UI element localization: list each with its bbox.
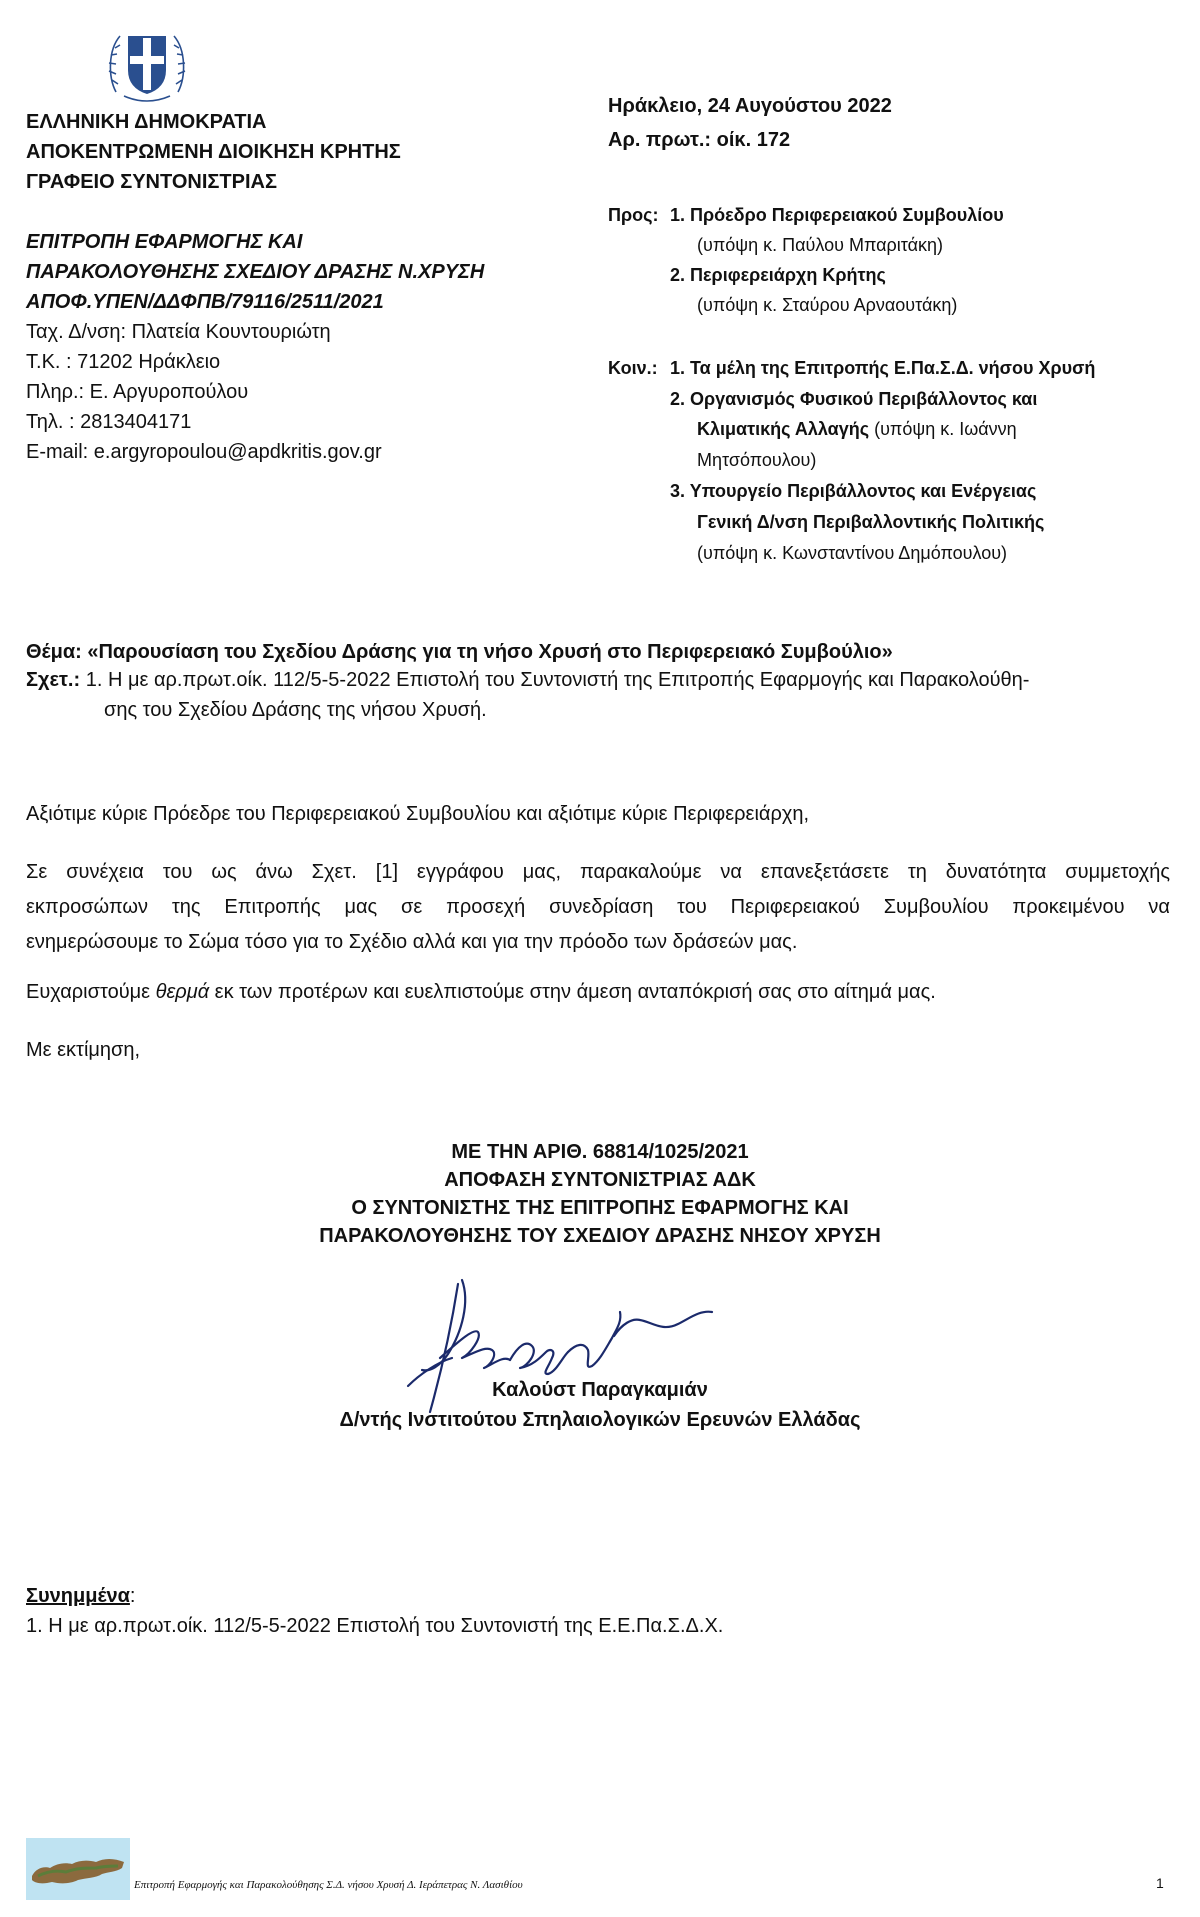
sender-postal: Τ.Κ. : 71202 Ηράκλειο (26, 351, 221, 373)
thanks-emphasis: θερμά (155, 981, 210, 1003)
thanks-paragraph (26, 982, 936, 1002)
recipient-1-attn: (υπόψη κ. Παύλου Μπαριτάκη) (697, 235, 944, 255)
reference-line (26, 670, 1029, 690)
reference-line-cont: σης του Σχεδίου Δράσης της νήσου Χρυσή. (104, 699, 487, 721)
signatory-name: Καλούστ Παραγκαμιάν (492, 1379, 708, 1401)
protocol-number: Αρ. πρωτ.: οίκ. 172 (608, 129, 791, 151)
signature-authority-line: ΜΕ ΤΗΝ ΑΡΙΘ. 68814/1025/2021 (451, 1141, 749, 1163)
recipient-2-attn: (υπόψη κ. Σταύρου Αρναουτάκη) (697, 295, 958, 315)
cc-recipient-1: 1. Τα μέλη της Επιτροπής Ε.Πα.Σ.Δ. νήσου Χρυσή (670, 358, 1096, 378)
subject-text: «Παρουσίαση του Σχεδίου Δράσης για τη νήσο Χρυσή στο Περιφερειακό Συμβούλιο» (87, 641, 893, 663)
cc-label: Κοιν.: (608, 358, 658, 378)
subject-label: Θέμα: (26, 641, 82, 663)
sender-org-line: ΕΛΛΗΝΙΚΗ ΔΗΜΟΚΡΑΤΙΑ (26, 111, 267, 133)
page-number: 1 (1156, 1875, 1164, 1891)
thanks-text: Ευχαριστούμε (26, 981, 156, 1003)
recipient-2: 2. Περιφερειάρχη Κρήτης (670, 265, 886, 285)
attachments-label: Συνημμένα (26, 1585, 130, 1607)
sender-email: E-mail: e.argyropoulou@apdkritis.gov.gr (26, 441, 382, 463)
greek-coat-of-arms-icon (104, 22, 190, 108)
cc-recipient-3: 3. Υπουργείο Περιβάλλοντος και Ενέργειας (670, 481, 1037, 501)
attachments-colon: : (129, 1585, 136, 1607)
reference-text: 1. Η με αρ.πρωτ.οίκ. 112/5-5-2022 Επιστολή του Συντονιστή της Επιτροπής Εφαρμογής και Παρακολούθη- (80, 669, 1030, 691)
committee-line: ΑΠΟΦ.ΥΠΕΝ/ΔΔΦΠΒ/79116/2511/2021 (26, 291, 384, 313)
cc-recipient-2-cont (697, 420, 1017, 438)
thanks-text-rest: εκ των προτέρων και ευελπιστούμε στην άμεση ανταπόκρισή σας στο αίτημά μας. (209, 981, 936, 1003)
body-paragraph-line: εκπροσώπων της Επιτροπής μας σε προσεχή συνεδρίαση του Περιφερειακού Συμβουλίου προκειμένου να (26, 896, 1170, 918)
footer-text: Επιτροπή Εφαρμογής και Παρακολούθησης Σ.Δ. νήσου Χρυσή Δ. Ιεράπετρας Ν. Λασιθίου (134, 1879, 523, 1891)
body-paragraph-line: ενημερώσουμε το Σώμα τόσο για το Σχέδιο αλλά και για την πρόοδο των δράσεών μας. (26, 931, 798, 953)
recipient-1: 1. Πρόεδρο Περιφερειακού Συμβουλίου (670, 205, 1004, 225)
cc-recipient-2-bold: Κλιματικής Αλλαγής (697, 419, 870, 439)
signatory-title: Δ/ντής Ινστιτούτου Σπηλαιολογικών Ερευνών Ελλάδας (339, 1409, 861, 1431)
body-paragraph-line: Σε συνέχεια του ως άνω Σχετ. [1] εγγράφου μας, παρακαλούμε να επανεξετάσετε τη δυνατότητα συμμετοχής (26, 861, 1170, 883)
sender-org-line: ΑΠΟΚΕΝΤΡΩΜΕΝΗ ΔΙΟΙΚΗΣΗ ΚΡΗΤΗΣ (26, 141, 401, 163)
document-date: Ηράκλειο, 24 Αυγούστου 2022 (608, 95, 892, 117)
committee-line: ΕΠΙΤΡΟΠΗ ΕΦΑΡΜΟΓΗΣ ΚΑΙ (26, 231, 303, 253)
signature-authority-line: Ο ΣΥΝΤΟΝΙΣΤΗΣ ΤΗΣ ΕΠΙΤΡΟΠΗΣ ΕΦΑΡΜΟΓΗΣ ΚΑΙ (351, 1197, 849, 1219)
cc-recipient-3-attn: (υπόψη κ. Κωνσταντίνου Δημόπουλου) (697, 543, 1008, 563)
attachment-item: 1. Η με αρ.πρωτ.οίκ. 112/5-5-2022 Επιστολή του Συντονιστή της Ε.Ε.Πα.Σ.Δ.Χ. (26, 1615, 724, 1637)
signature-authority-line: ΠΑΡΑΚΟΛΟΥΘΗΣΗΣ ΤΟΥ ΣΧΕΔΙΟΥ ΔΡΑΣΗΣ ΝΗΣΟΥ ΧΡΥΣΗ (319, 1225, 881, 1247)
cc-recipient-3-dept: Γενική Δ/νση Περιβαλλοντικής Πολιτικής (697, 512, 1045, 532)
attachments-heading (26, 1586, 135, 1606)
cc-recipient-2-attn: (υπόψη κ. Ιωάννη (869, 419, 1017, 439)
sender-address: Ταχ. Δ/νση: Πλατεία Κουντουριώτη (26, 321, 331, 343)
subject-line (26, 642, 893, 662)
cc-recipient-2: 2. Οργανισμός Φυσικού Περιβάλλοντος και (670, 389, 1038, 409)
sender-phone: Τηλ. : 2813404171 (26, 411, 192, 433)
salutation: Αξιότιμε κύριε Πρόεδρε του Περιφερειακού Συμβουλίου και αξιότιμε κύριε Περιφερειάρχη, (26, 803, 810, 825)
signature-authority-line: ΑΠΟΦΑΣΗ ΣΥΝΤΟΝΙΣΤΡΙΑΣ ΑΔΚ (444, 1169, 756, 1191)
cc-recipient-2-attn-end: Μητσόπουλου) (697, 450, 817, 470)
reference-label: Σχετ.: (26, 669, 81, 691)
crete-map-icon (26, 1838, 130, 1900)
sender-info: Πληρ.: Ε. Αργυροπούλου (26, 381, 249, 403)
to-label: Προς: (608, 205, 659, 225)
sender-org-line: ΓΡΑΦΕΙΟ ΣΥΝΤΟΝΙΣΤΡΙΑΣ (26, 171, 277, 193)
closing: Με εκτίμηση, (26, 1039, 141, 1061)
committee-line: ΠΑΡΑΚΟΛΟΥΘΗΣΗΣ ΣΧΕΔΙΟΥ ΔΡΑΣΗΣ Ν.ΧΡΥΣΗ (26, 261, 485, 283)
